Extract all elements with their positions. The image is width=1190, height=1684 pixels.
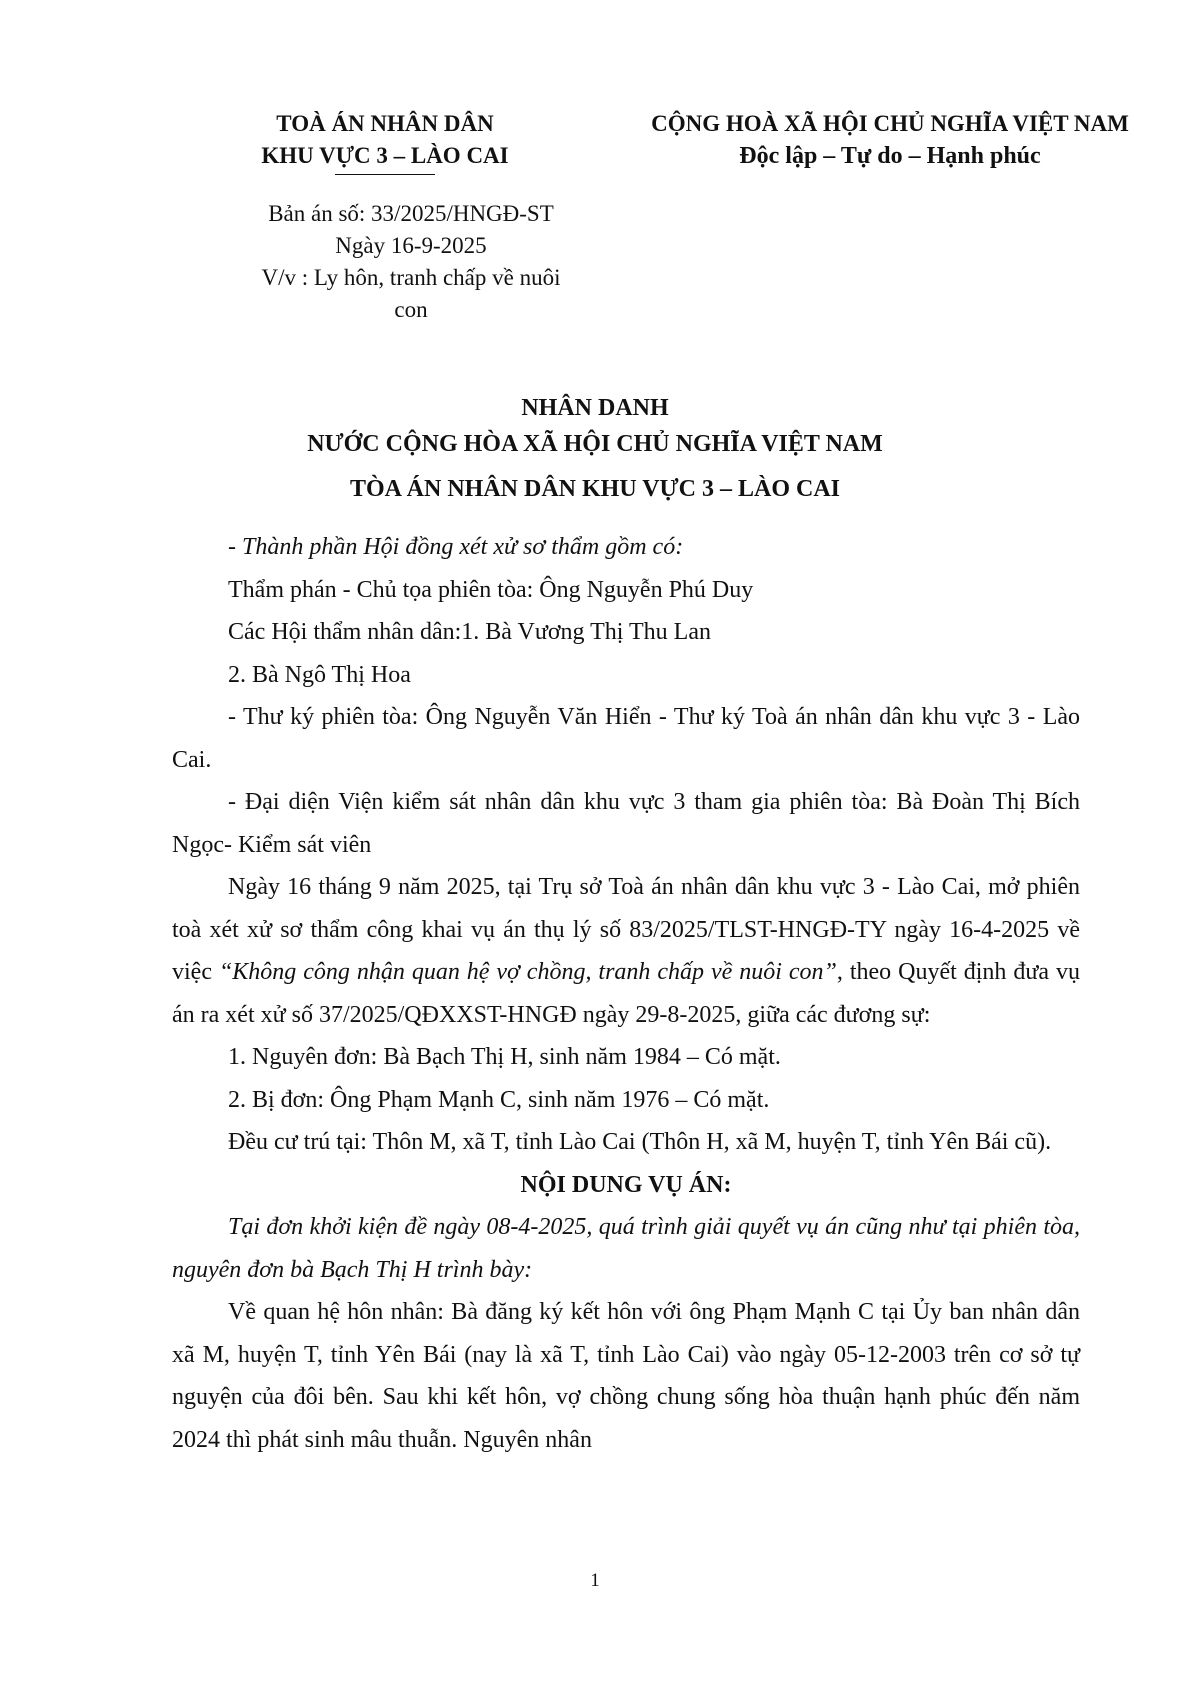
judgment-number: Bản án số: 33/2025/HNGĐ-ST xyxy=(268,201,554,226)
hearing-text-2: , theo Quyết định đưa vụ án ra xét xử số 37/2025/QĐXXST-HNGĐ ngày 29-8-2025, giữa các đương sự: xyxy=(172,959,1080,1028)
people-jurors: Các Hội thẩm nhân dân:1. Bà Vương Thị Thu Lan xyxy=(228,619,711,645)
court-name-line1: TOÀ ÁN NHÂN DÂN xyxy=(276,111,494,136)
judgment-body xyxy=(172,526,1080,1461)
title-republic: NƯỚC CỘNG HÒA XÃ HỘI CHỦ NGHĨA VIỆT NAM xyxy=(307,431,883,457)
panel-intro: - Thành phần Hội đồng xét xử sơ thẩm gồm có: xyxy=(228,534,684,560)
header-underline xyxy=(335,174,435,175)
nation-name: CỘNG HOÀ XÃ HỘI CHỦ NGHĨA VIỆT NAM xyxy=(651,111,1129,136)
people-juror-2: 2. Bà Ngô Thị Hoa xyxy=(228,661,411,688)
procuracy-representative: - Đại diện Viện kiểm sát nhân dân khu vực 3 tham gia phiên tòa: Bà Đoàn Thị Bích Ngọc- Kiểm sát viên xyxy=(172,789,1080,858)
claim-intro: Tại đơn khởi kiện đề ngày 08-4-2025, quá trình giải quyết vụ án cũng như tại phiên tòa, nguyên đơn bà Bạch Thị H trình bày: xyxy=(172,1214,1080,1283)
court-name-line2: KHU VỰC 3 – LÀO CAI xyxy=(261,143,509,168)
plaintiff: 1. Nguyên đơn: Bà Bạch Thị H, sinh năm 1984 – Có mặt. xyxy=(228,1044,781,1070)
court-header xyxy=(220,108,550,172)
section-title: NỘI DUNG VỤ ÁN: xyxy=(520,1171,732,1198)
case-reference xyxy=(226,198,596,326)
marriage-paragraph: Về quan hệ hôn nhân: Bà đăng ký kết hôn với ông Phạm Mạnh C tại Ủy ban nhân dân xã M, huyện T, tỉnh Yên Bái (nay là xã T, tỉnh Lào Cai) vào ngày 05-12-2003 trên cơ sở tự nguyện của đôi bên. Sau khi kết hôn, vợ chồng chung sống hòa thuận hạnh phúc đến năm 2024 thì phát sinh mâu thuẫn. Nguyên nhân xyxy=(172,1299,1080,1453)
case-subject-line1: V/v : Ly hôn, tranh chấp về nuôi xyxy=(261,265,561,290)
court-clerk: - Thư ký phiên tòa: Ông Nguyễn Văn Hiển - Thư ký Toà án nhân dân khu vực 3 - Lào Cai. xyxy=(172,704,1080,773)
presiding-judge: Thẩm phán - Chủ tọa phiên tòa: Ông Nguyễn Phú Duy xyxy=(228,576,754,603)
residence: Đều cư trú tại: Thôn M, xã T, tỉnh Lào Cai (Thôn H, xã M, huyện T, tỉnh Yên Bái cũ). xyxy=(228,1129,1052,1155)
page-number: 1 xyxy=(590,1570,600,1591)
hearing-text-1: Ngày 16 tháng 9 năm 2025, tại Trụ sở Toà án nhân dân khu vực 3 - Lào Cai, mở phiên toà xét xử sơ thẩm công khai vụ án thụ lý số 83/2025/TLST-HNGĐ-TY ngày 16-4-2025 về việc xyxy=(172,874,1080,985)
defendant: 2. Bị đơn: Ông Phạm Mạnh C, sinh năm 1976 – Có mặt. xyxy=(228,1086,770,1113)
national-motto: Độc lập – Tự do – Hạnh phúc xyxy=(739,143,1041,169)
case-matter-quote: “Không công nhận quan hệ vợ chồng, tranh chấp về nuôi con” xyxy=(218,959,837,985)
title-court: TÒA ÁN NHÂN DÂN KHU VỰC 3 – LÀO CAI xyxy=(349,476,841,502)
title-in-the-name: NHÂN DANH xyxy=(521,395,669,421)
hearing-paragraph xyxy=(172,866,1080,1036)
case-subject-line2: con xyxy=(394,297,428,322)
nation-header xyxy=(620,108,1160,172)
judgment-date: Ngày 16-9-2025 xyxy=(335,233,487,258)
